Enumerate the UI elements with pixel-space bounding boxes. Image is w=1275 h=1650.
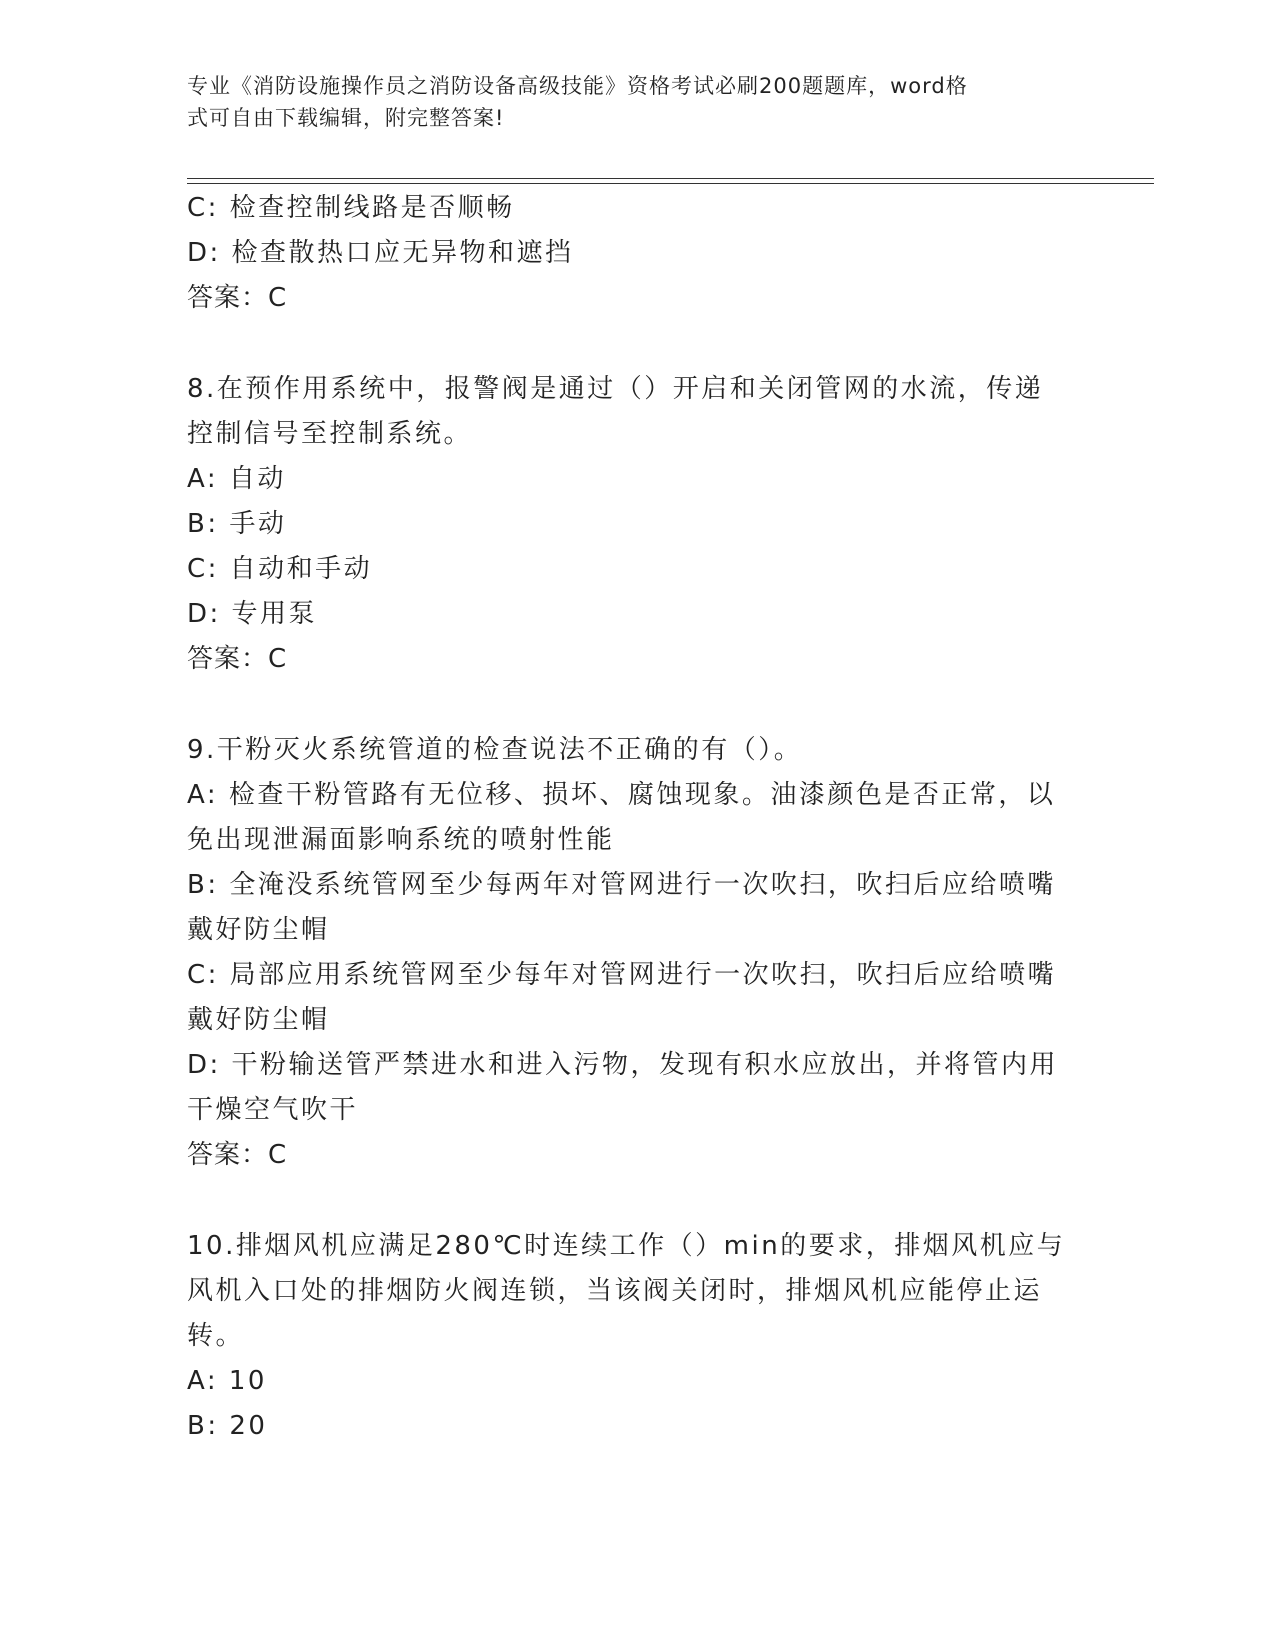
question-8-option-c: C: 自动和手动 (187, 554, 373, 584)
question-9-option-c: C: 局部应用系统管网至少每年对管网进行一次吹扫，吹扫后应给喷嘴 (187, 960, 1057, 990)
question-10-text-cont-2: 转。 (187, 1321, 245, 1351)
question-9-option-b-cont: 戴好防尘帽 (187, 915, 330, 945)
question-10-option-b: B: 20 (187, 1411, 268, 1441)
question-content (187, 186, 1087, 1449)
question-9-option-c-cont: 戴好防尘帽 (187, 1005, 330, 1035)
question-9-option-d: D: 干粉输送管严禁进水和进入污物，发现有积水应放出，并将管内用 (187, 1050, 1059, 1080)
question-9-option-b: B: 全淹没系统管网至少每两年对管网进行一次吹扫，吹扫后应给喷嘴 (187, 870, 1056, 900)
question-10-text: 10.排烟风机应满足280℃时连续工作（）min的要求，排烟风机应与 (187, 1231, 1066, 1261)
question-9-answer: 答案：C (187, 1140, 288, 1170)
header-divider-bottom (187, 183, 1154, 184)
question-8-option-a: A: 自动 (187, 464, 286, 494)
question-9-text: 9.干粉灭火系统管道的检查说法不正确的有（）。 (187, 735, 803, 765)
question-8-answer: 答案：C (187, 644, 288, 674)
spacer (187, 1178, 1087, 1224)
question-9-option-a-cont: 免出现泄漏面影响系统的喷射性能 (187, 825, 615, 855)
question-10-option-a: A: 10 (187, 1366, 267, 1396)
spacer (187, 321, 1087, 367)
question-8-option-b: B: 手动 (187, 509, 287, 539)
question-9-option-a: A: 检查干粉管路有无位移、损坏、腐蚀现象。油漆颜色是否正常，以 (187, 780, 1056, 810)
header-line-1: 专业《消防设施操作员之消防设备高级技能》资格考试必刷200题题库，word格 (187, 74, 968, 98)
question-9-option-d-cont: 干燥空气吹干 (187, 1095, 359, 1125)
answer: 答案：C (187, 283, 288, 313)
question-8-text-cont: 控制信号至控制系统。 (187, 419, 473, 449)
question-10-text-cont: 风机入口处的排烟防火阀连锁，当该阀关闭时，排烟风机应能停止运 (187, 1276, 1043, 1306)
header-divider-top (187, 178, 1154, 179)
document-header (187, 70, 1087, 134)
option-d: D: 检查散热口应无异物和遮挡 (187, 238, 574, 268)
spacer (187, 682, 1087, 728)
question-8-text: 8.在预作用系统中，报警阀是通过（）开启和关闭管网的水流，传递 (187, 374, 1044, 404)
question-8-option-d: D: 专用泵 (187, 599, 318, 629)
option-c: C: 检查控制线路是否顺畅 (187, 193, 515, 223)
header-line-2: 式可自由下载编辑，附完整答案! (187, 106, 505, 130)
